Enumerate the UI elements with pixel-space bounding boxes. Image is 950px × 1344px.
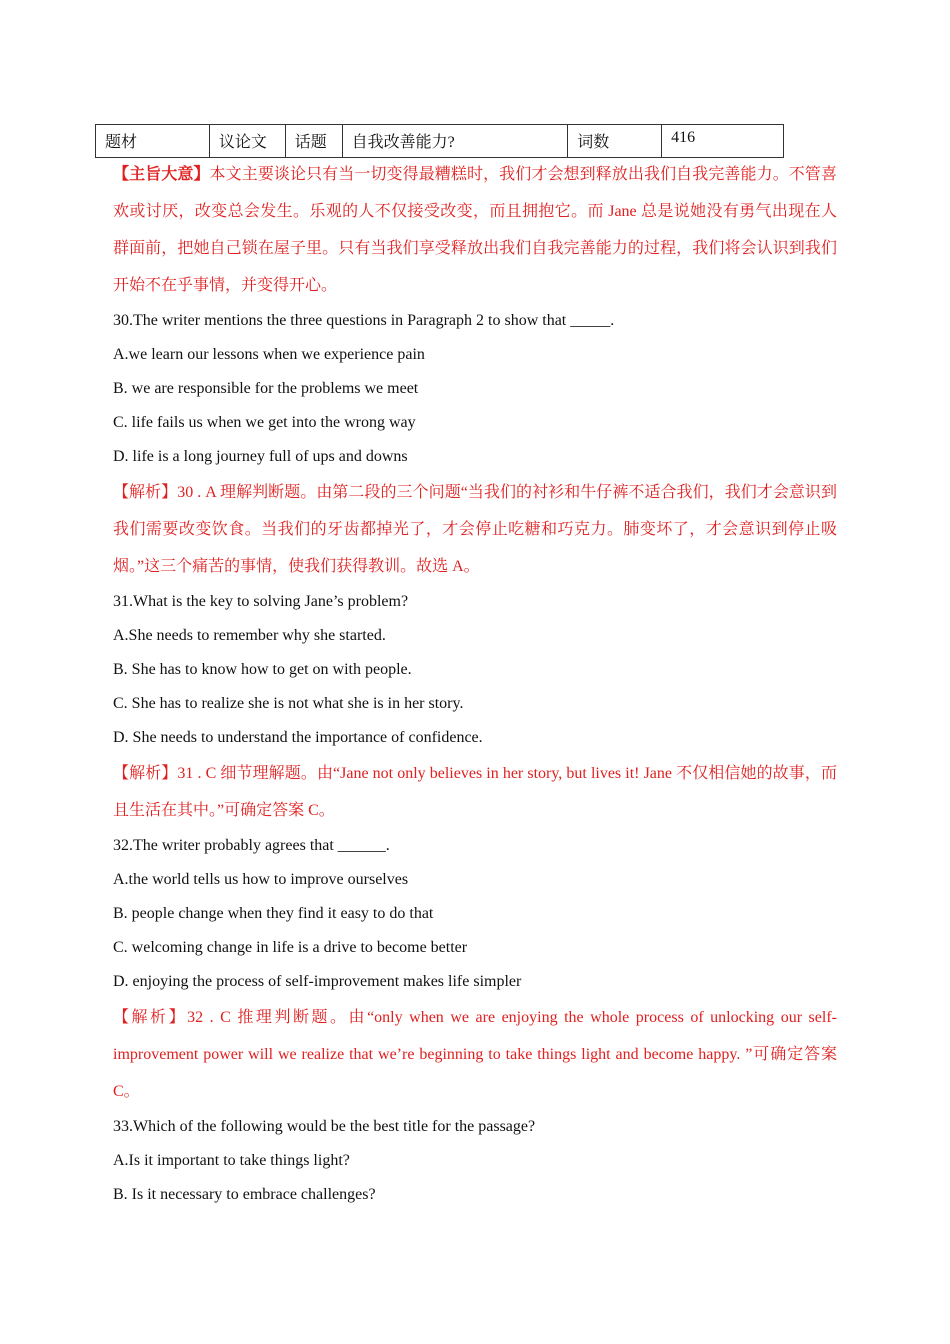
q32-option-c: C. welcoming change in life is a drive to become better [113,939,468,956]
q30-stem: 30.The writer mentions the three questions in Paragraph 2 to show that _____. [113,312,615,329]
q32-option-b: B. people change when they find it easy to do that [113,905,434,922]
q30-analysis [113,474,837,585]
q33-option-a: A.Is it important to take things light? [113,1152,350,1169]
q30-option-d: D. life is a long journey full of ups and downs [113,448,408,465]
summary-tag: 【主旨大意】 [113,166,210,183]
q30-option-b: B. we are responsible for the problems we meet [113,380,419,397]
document-body [113,156,837,1212]
summary-text: 本文主要谈论只有当一切变得最糟糕时，我们才会想到释放出我们自我完善能力。不管喜欢或讨厌，改变总会发生。乐观的人不仅接受改变，而且拥抱它。而 Jane 总是说她没有勇气出现在人群面前，把她自己锁在屋子里。只有当我们享受释放出我们自我完善能力的过程，我们将会认识到我们开始不在乎事情，并变得开心。 [113,166,837,294]
q32-option-d: D. enjoying the process of self-improvement makes life simpler [113,973,522,990]
cell-topic-label: 话题 [285,125,342,158]
q31-option-b: B. She has to know how to get on with people. [113,661,412,678]
q33-option-b: B. Is it necessary to embrace challenges? [113,1186,376,1203]
q31-option-a: A.She needs to remember why she started. [113,627,386,644]
info-table [95,124,784,158]
q32-analysis [113,999,837,1110]
summary-paragraph [113,156,837,304]
q31-stem: 31.What is the key to solving Jane’s problem? [113,593,409,610]
q31-analysis [113,755,837,829]
q32-analysis-text: 32 . C 推理判断题。由“only when we are enjoying the whole process of unlocking our self-improvement power will we realize that we’re beginning to take things light and become happy. ”可确定答案 C。 [113,1009,837,1100]
cell-topic-value: 自我改善能力? [342,125,568,158]
info-table-row [96,125,784,158]
cell-genre-label: 题材 [96,125,210,158]
q31-option-c: C. She has to realize she is not what she is in her story. [113,695,464,712]
q30-option-a: A.we learn our lessons when we experience pain [113,346,425,363]
q32-option-a: A.the world tells us how to improve ourselves [113,871,409,888]
cell-wordcount-label: 词数 [568,125,662,158]
q32-stem: 32.The writer probably agrees that ______. [113,837,390,854]
cell-genre-value: 议论文 [209,125,285,158]
q30-analysis-tag: 【解析】 [113,484,178,501]
q31-option-d: D. She needs to understand the importance of confidence. [113,729,483,746]
cell-wordcount-value: 416 [662,125,784,158]
q31-analysis-tag: 【解析】 [113,765,178,782]
q30-option-c: C. life fails us when we get into the wrong way [113,414,416,431]
q33-stem: 33.Which of the following would be the best title for the passage? [113,1118,536,1135]
q32-analysis-tag: 【解析】 [113,1009,188,1026]
q30-analysis-text: 30 . A 理解判断题。由第二段的三个问题“当我们的衬衫和牛仔裤不适合我们，我们才会意识到我们需要改变饮食。当我们的牙齿都掉光了，才会停止吃糖和巧克力。肺变坏了，才会意识到停止吸烟。”这三个痛苦的事情，使我们获得教训。故选 A。 [113,484,837,575]
q31-analysis-text: 31 . C 细节理解题。由“Jane not only believes in her story, but lives it! Jane 不仅相信她的故事，而且生活在其中。”可确定答案 C。 [113,765,837,819]
